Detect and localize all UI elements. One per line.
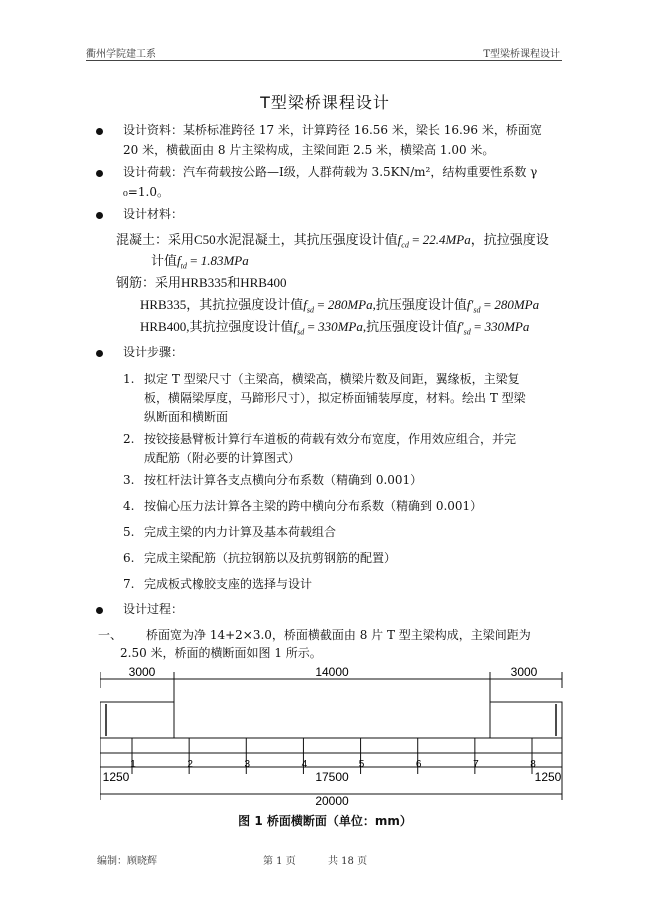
steps-heading: 设计步骤： — [123, 345, 184, 359]
process-line1: 桥面宽为净 14+2×3.0，桥面横截面由 8 片 T 型主梁构成，主梁间距为 — [146, 628, 531, 642]
dim-edge-left-text: 1250 — [102, 770, 130, 784]
footer-author: 编制：顾晓辉 — [97, 856, 157, 867]
step-7-number: 7. — [123, 577, 135, 591]
beam-label: 4 — [301, 759, 308, 770]
materials-heading: 设计材料： — [123, 207, 184, 221]
design-data-line1: 设计资料：某桥标准跨径 17 米，计算跨径 16.56 米，梁长 16.96 米，桥面宽 — [123, 123, 542, 137]
cross-section-figure — [100, 662, 570, 810]
step-1-line3: 纵断面和横断面 — [144, 410, 229, 424]
header-divider — [86, 60, 562, 61]
step-2-line1: 按铰接悬臂板计算行车道板的荷载有效分布宽度，作用效应组合，并完 — [144, 432, 517, 446]
design-data-line2: 20 米，横截面由 8 片主梁构成，主梁间距 2.5 米，横梁高 1.00 米。 — [123, 143, 495, 157]
dim-center-text: 14000 — [315, 665, 349, 679]
step-6-number: 6. — [123, 551, 135, 565]
dim-total-text: 20000 — [315, 794, 349, 808]
beam-label: 7 — [473, 759, 479, 770]
dim-right-text: 3000 — [510, 665, 538, 679]
step-2-line2: 成配筋（附必要的计算图式） — [144, 451, 301, 465]
step-4-number: 4. — [123, 499, 135, 513]
bullet-icon — [96, 607, 103, 614]
footer-page: 第 1 页 — [263, 856, 296, 867]
process-line2: 2.50 米，桥面的横断面如图 1 所示。 — [120, 646, 322, 660]
steel-heading: 钢筋：采用HRB335和HRB400 — [116, 275, 287, 290]
step-5-line1: 完成主梁的内力计算及基本荷载组合 — [144, 525, 337, 539]
step-7-line1: 完成板式橡胶支座的选择与设计 — [144, 577, 313, 591]
concrete-line1: 混凝土：采用C50水泥混凝土，其抗压强度设计值$f_{cd} = 22.4MPa$，抗拉强度设 — [116, 232, 549, 250]
header-right: T型梁桥课程设计 — [483, 49, 560, 60]
bullet-icon — [96, 128, 103, 135]
process-item-number: 一、 — [98, 628, 123, 642]
bullet-icon — [96, 212, 103, 219]
process-heading: 设计过程： — [123, 602, 184, 616]
bullet-icon — [96, 170, 103, 177]
beam-label: 8 — [530, 759, 536, 770]
bullet-icon — [96, 350, 103, 357]
beam-label: 2 — [187, 759, 193, 770]
concrete-line2: 计值$f_{td} = 1.83MPa$ — [151, 253, 249, 271]
footer-total: 共 18 页 — [328, 856, 368, 867]
dim-span-text: 17500 — [315, 770, 349, 784]
hrb400-line: HRB400,其抗拉强度设计值$f_{sd} = 330MPa$,抗压强度设计值$f'_{sd} = 330MPa$ — [140, 319, 530, 337]
right-sidewalk — [490, 702, 562, 738]
step-1-line1: 拟定 T 型梁尺寸（主梁高，横梁高，横梁片数及间距，翼缘板，主梁复 — [144, 372, 520, 386]
step-2-number: 2. — [123, 432, 135, 446]
figure-caption: 图 1 桥面横断面（单位：mm） — [238, 814, 412, 828]
step-5-number: 5. — [123, 525, 135, 539]
step-1-line2: 板，横隔梁厚度，马蹄形尺寸），拟定桥面铺装厚度，材料。绘出 T 型梁 — [144, 391, 526, 405]
step-3-number: 3. — [123, 473, 135, 487]
design-load-line1: 设计荷载：汽车荷载按公路—Ⅰ级，人群荷载为 3.5KN/m²，结构重要性系数 γ — [123, 165, 538, 179]
left-sidewalk — [100, 702, 174, 738]
design-load-line2: ₀=1.0。 — [123, 185, 169, 199]
beam-label: 6 — [415, 759, 422, 770]
step-1-number: 1. — [123, 372, 135, 386]
step-3-line1: 按杠杆法计算各支点横向分布系数（精确到 0.001） — [144, 473, 423, 487]
beam-label: 5 — [358, 759, 365, 770]
page-title: T型梁桥课程设计 — [260, 93, 390, 112]
beam-label: 1 — [130, 759, 136, 770]
hrb335-line: HRB335，其抗拉强度设计值$f_{sd} = 280MPa$,抗压强度设计值$f'_{sd} = 280MPa$ — [140, 297, 540, 315]
step-6-line1: 完成主梁配筋（抗拉钢筋以及抗剪钢筋的配置） — [144, 551, 397, 565]
dim-left-text: 3000 — [128, 665, 156, 679]
dim-edge-right-text: 1250 — [534, 770, 562, 784]
step-4-line1: 按偏心压力法计算各主梁的跨中横向分布系数（精确到 0.001） — [144, 499, 483, 513]
header-left: 衢州学院建工系 — [86, 49, 156, 60]
beam-label: 3 — [244, 759, 251, 770]
